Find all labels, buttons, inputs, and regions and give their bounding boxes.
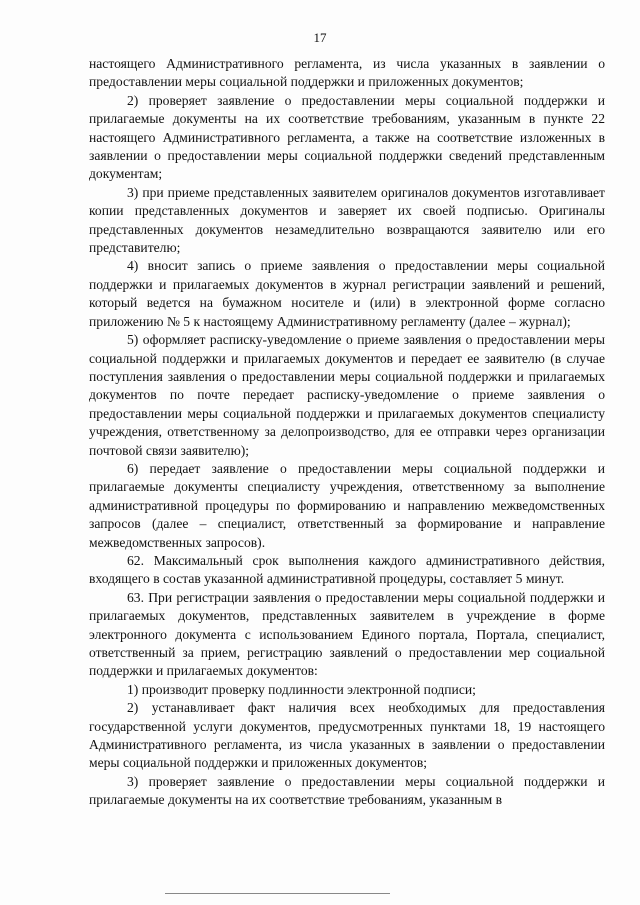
paragraph: 3) проверяет заявление о предоставлении меры социальной поддержки и прилагаемые документы на их соответствие требованиям, указанным в xyxy=(89,773,605,808)
scan-artifact-line xyxy=(165,893,390,894)
page-number: 17 xyxy=(313,30,327,45)
paragraph: 4) вносит запись о приеме заявления о предоставлении меры социальной поддержки и прилагаемых документов в журнал регистрации заявлений и решений, который ведется на бумажном носителе и (или) в электронной форме согласно приложению № 5 к настоящему Административному регламенту (далее – журнал); xyxy=(89,258,605,329)
paragraph: 6) передает заявление о предоставлении меры социальной поддержки и прилагаемые документы специалисту учреждения, ответственному за выполнение административной процедуры по формированию и направлению межведомственных запросов (далее – специалист, ответственный за формирование и направление межведомственных запросов). xyxy=(89,460,605,550)
paragraph: настоящего Административного регламента, из числа указанных в заявлении о предоставлении меры социальной поддержки и приложенных документов; xyxy=(89,56,605,90)
paragraph: 62. Максимальный срок выполнения каждого административного действия, входящего в состав указанной административной процедуры, составляет 5 минут. xyxy=(89,552,605,587)
paragraph: 5) оформляет расписку-уведомление о приеме заявления о предоставлении меры социальной поддержки и прилагаемых документов и передает ее заявителю (в случае поступления заявления о предоставлении меры социальной поддержки и прилагаемых документов по почте передает расписку-уведомление о приеме заявления о предоставлении меры социальной поддержки и прилагаемых документов специалисту учреждения, ответственному за делопроизводство, для ее отправки через организации почтовой связи заявителю); xyxy=(89,332,605,458)
page-body xyxy=(89,55,605,810)
paragraph: 2) проверяет заявление о предоставлении меры социальной поддержки и прилагаемые документы на их соответствие требованиям, указанным в пункте 22 настоящего Административного регламента, а также на соответствие изложенных в заявлении о предоставлении меры социальной поддержки сведений представленным документам; xyxy=(89,92,605,182)
paragraph: 1) производит проверку подлинности электронной подписи; xyxy=(127,681,476,697)
paragraph: 2) устанавливает факт наличия всех необходимых для предоставления государственной услуги документов, предусмотренных пунктами 18, 19 настоящего Административного регламента, из числа указанных в заявлении о предоставлении меры социальной поддержки и приложенных документов; xyxy=(89,700,605,771)
paragraph: 3) при приеме представленных заявителем оригиналов документов изготавливает копии представленных документов и заверяет их своей подписью. Оригиналы представленных документов незамедлительно возвращаются заявителю или его представителю; xyxy=(89,184,605,256)
paragraph: 63. При регистрации заявления о предоставлении меры социальной поддержки и прилагаемых документов, представленных заявителем в учреждение в форме электронного документа с использованием Единого портала, Портала, специалист, ответственный за прием, регистрацию заявлений о предоставлении мер социальной поддержки и прилагаемых документов: xyxy=(89,589,605,679)
